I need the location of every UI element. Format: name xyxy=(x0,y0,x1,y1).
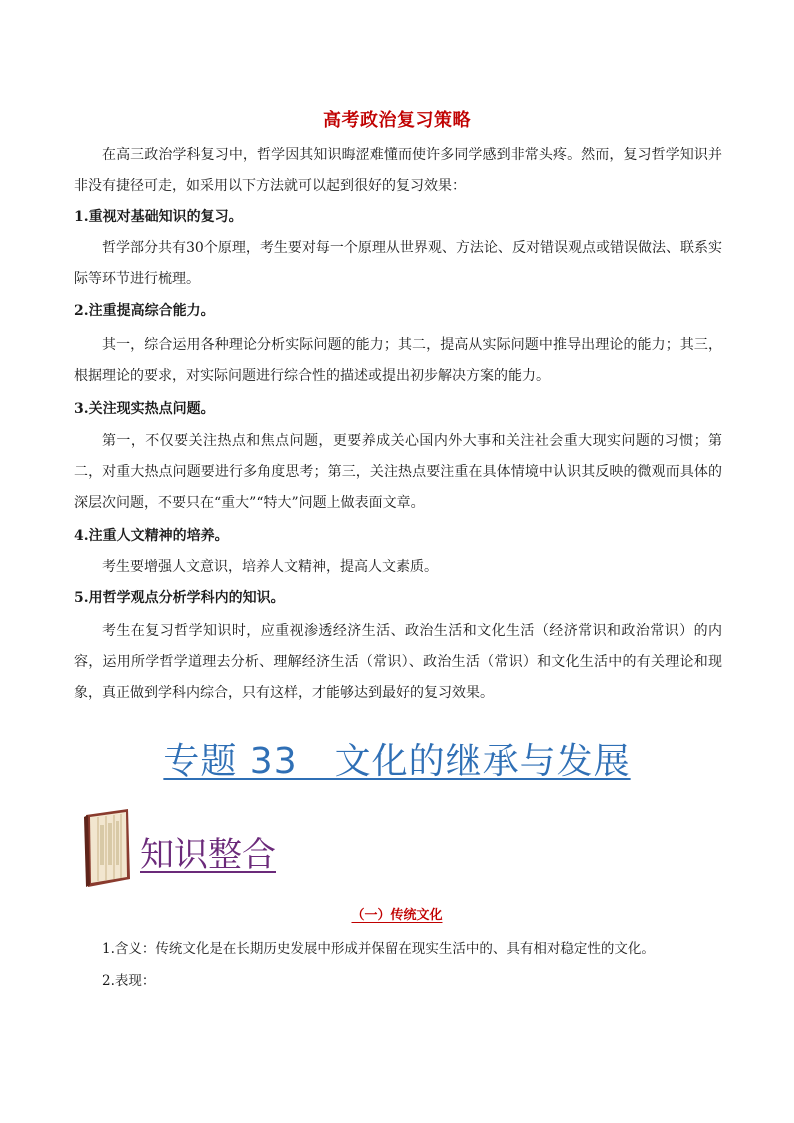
section-banner xyxy=(140,832,276,878)
book-icon xyxy=(80,809,136,887)
strategy-intro: 在高三政治学科复习中，哲学因其知识晦涩难懂而使许多同学感到非常头疼。然而，复习哲学知识并非没有捷径可走，如采用以下方法就可以起到很好的复习效果： xyxy=(74,147,722,194)
section-subtitle xyxy=(0,905,794,927)
point-5-body: 考生在复习哲学知识时，应重视渗透经济生活、政治生活和文化生活（经济常识和政治常识）的内容，运用所学哲学道理去分析、理解经济生活（常识）、政治生活（常识）和文化生活中的有关理论和现象，真正做到学科内综合，只有这样，才能够达到最好的复习效果。 xyxy=(74,623,722,701)
point-4-body: 考生要增强人文意识，培养人文精神，提高人文素质。 xyxy=(102,559,438,575)
point-1-body: 哲学部分共有30个原理，考生要对每一个原理从世界观、方法论、反对错误观点或错误做法、联系实际等环节进行梳理。 xyxy=(74,240,722,287)
point-5-heading: 5.用哲学观点分析学科内的知识。 xyxy=(74,590,285,606)
point-2-heading: 2.注重提高综合能力。 xyxy=(74,303,215,319)
section-subtitle-text: （一）传统文化 xyxy=(351,908,443,923)
topic-title xyxy=(0,738,794,786)
point-1-heading: 1.重视对基础知识的复习。 xyxy=(74,209,243,225)
section-banner-text: 知识整合 xyxy=(140,835,276,875)
topic-title-text: 专题 33 文化的继承与发展 xyxy=(163,741,631,782)
point-3-body: 第一，不仅要关注热点和焦点问题，更要养成关心国内外大事和关注社会重大现实问题的习惯；第二，对重大热点问题要进行多角度思考；第三，关注热点要注重在具体情境中认识其反映的微观而具体的深层次问题，不要只在“重大”“特大”问题上做表面文章。 xyxy=(74,433,722,511)
point-4-heading: 4.注重人文精神的培养。 xyxy=(74,528,229,544)
section-item-1: 1.含义：传统文化是在长期历史发展中形成并保留在现实生活中的、具有相对稳定性的文化。 xyxy=(102,941,655,957)
point-2-body: 其一，综合运用各种理论分析实际问题的能力；其二，提高从实际问题中推导出理论的能力；其三，根据理论的要求，对实际问题进行综合性的描述或提出初步解决方案的能力。 xyxy=(74,337,722,384)
section-item-2: 2.表现： xyxy=(102,973,156,989)
point-3-heading: 3.关注现实热点问题。 xyxy=(74,401,215,417)
strategy-title: 高考政治复习策略 xyxy=(323,110,471,131)
